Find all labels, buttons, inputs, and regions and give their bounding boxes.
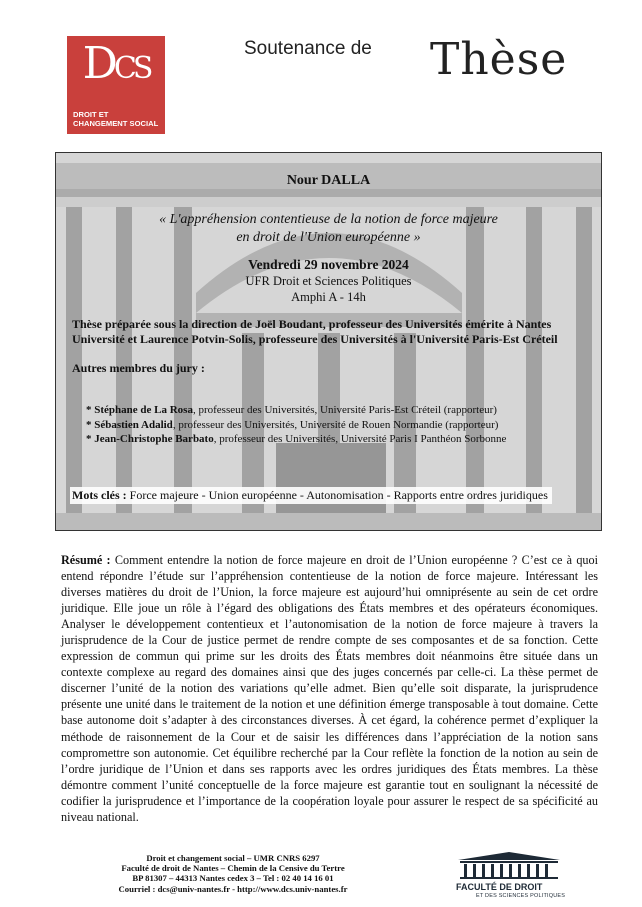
jury-heading: Autres membres du jury :	[72, 361, 205, 375]
jury-member: * Sébastien Adalid, professeur des Universités, Université de Rouen Normandie (rapporteur)	[86, 418, 499, 431]
dcs-logo-mark: DCS	[82, 38, 150, 89]
defense-room-time: Amphi A - 14h	[291, 290, 366, 304]
dcs-logo-caption: DROIT ET CHANGEMENT SOCIAL	[73, 110, 159, 128]
defense-place: UFR Droit et Sciences Politiques	[245, 274, 412, 288]
abstract-label: Résumé :	[61, 553, 111, 567]
faculty-building-icon	[454, 850, 564, 880]
abstract-text: Comment entendre la notion de force majeure en droit de l’Union européenne ? C’est ce à quoi entend répondre l’étude sur l’appréhension contentieuse de la notion de force majeure. Intéressant les diverses matières du droit de l’Union, la force majeure est aujourd’hui omniprésente au sein de cet ordre juridique. Elle joue un rôle à l’égard des obligations des États membres et des opérateurs économiques. Analyser le développement contentieux et l’autonomisation de la notion de force majeure à travers la jurisprudence de la Cour de justice permet de rendre compte de ses composantes et de sa fonction. Cette expression de commun qui prime sur les droits des États membres doit néanmoins être située dans un contexte complexe au regard des domaines ainsi que des juges concernés par celle-ci. La thèse permet de discerner l’unité de la notion des variations qu’elle admet. Bien qu’elle soit disparate, la jurisprudence présente une unité dans le traitement de la notion et une définition émerge transposable à tout domaine. Cette base autonome doit s’adapter à des circonstances diverses. À cet égard, la cohérence permet d’expliquer la méthode de raisonnement de la Cour et de saisir les différences dans l’appréciation de la notion sans compromettre son autonomie. Cet équilibre recherché par la Cour reflète la fonction de la notion au sein de l’ordre juridique de l’Union et dans ses rapports avec les ordres juridiques des États membres. La thèse démontre comment l’unité conceptuelle de la force majeure est garantie tout en soulignant la nécessité de codifier la jurisprudence et l’importance de la coopération loyale pour assurer le respect de sa spécificité au niveau national.	[61, 553, 598, 824]
title-these: Thèse	[430, 34, 568, 85]
author-name: Nour DALLA	[286, 173, 371, 188]
abstract	[61, 552, 598, 825]
lab-contact: Droit et changement social – UMR CNRS 6297 Faculté de droit de Nantes – Chemin de la Censive du Tertre BP 81307 – 44313 Nantes cedex 3 – Tel : 02 40 14 16 01 Courriel : dcs@univ-nantes.fr - http://www.dcs.univ-nantes.fr	[118, 853, 348, 894]
faculty-subtitle: ET DES SCIENCES POLITIQUES	[476, 893, 566, 899]
keywords: Mots clés : Force majeure - Union européenne - Autonomisation - Rapports entre ordres juridiques	[70, 487, 552, 504]
jury-member: * Stéphane de La Rosa, professeur des Universités, Université Paris-Est Créteil (rapporteur)	[86, 404, 497, 416]
jury-member: * Jean-Christophe Barbato, professeur des Universités, Université Paris I Panthéon Sorbonne	[86, 433, 507, 445]
thesis-title: « L'appréhension contentieuse de la notion de force majeure en droit de l'Union européenne »	[159, 212, 498, 245]
title-soutenance: Soutenance de	[244, 38, 372, 59]
thesis-supervisors: Thèse préparée sous la direction de Joël Boudant, professeur des Universités émérite à Nantes Université et Laurence Potvin-Solis, professeure des Universités à l'Université Paris-Est Créteil	[72, 317, 558, 346]
faculty-logo	[454, 850, 574, 900]
defense-date: Vendredi 29 novembre 2024	[248, 257, 409, 272]
dcs-logo	[67, 36, 165, 134]
faculty-name: FACULTÉ DE DROIT	[456, 882, 543, 892]
defense-info-panel	[55, 152, 602, 531]
jury-list	[86, 403, 506, 447]
